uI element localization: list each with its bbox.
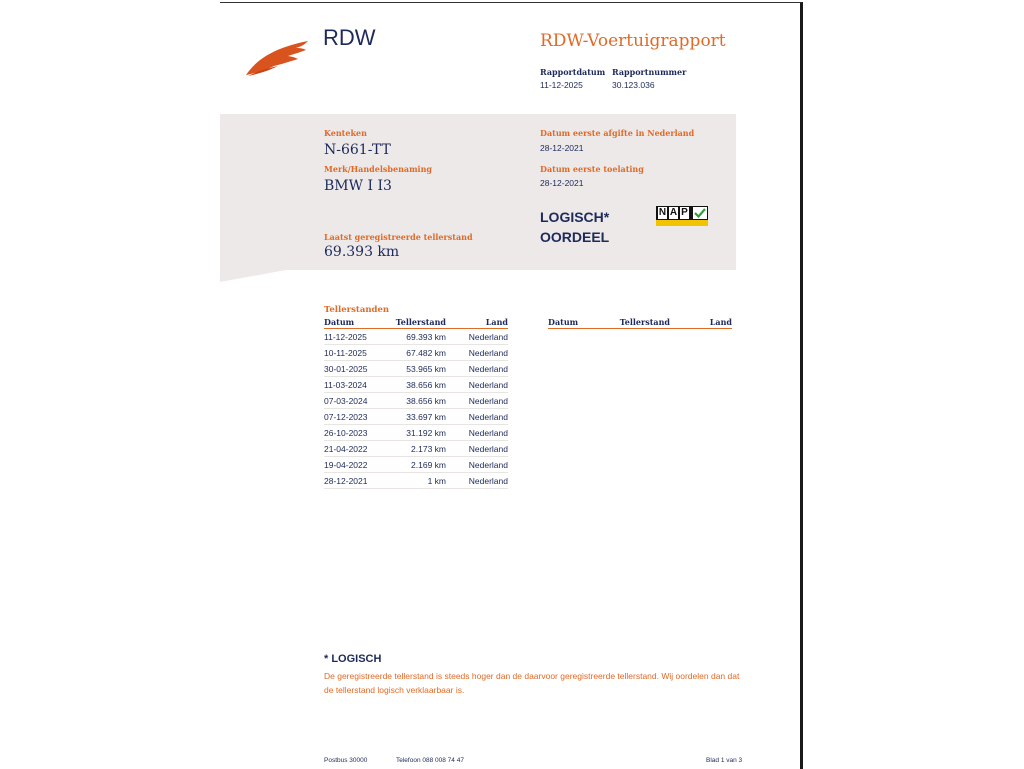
cell-land: Nederland [446,361,508,377]
cell-tellerstand: 33.697 km [384,409,446,425]
note-text: De geregistreerde tellerstand is steeds hoger dan de daarvoor geregistreerde tellerstand. Wij oordelen dan dat de tellerstand logisch verklaarbaar is. [324,671,740,695]
tellerstand-value: 69.393 km [324,244,400,260]
cell-tellerstand: 2.169 km [384,457,446,473]
cell-land: Nederland [446,457,508,473]
nap-check-icon [656,206,708,226]
column-header-land: Land [670,317,732,329]
note-title: * LOGISCH [324,653,382,665]
column-header-datum: Datum [548,317,608,329]
kenteken-label: Kenteken [324,128,367,138]
rapportdatum-label: Rapportdatum [540,67,606,77]
kenteken-value: N-661-TT [324,142,391,158]
cell-datum: 07-03-2024 [324,393,384,409]
tellerstanden-table-2 [548,317,732,329]
cell-datum: 19-04-2022 [324,457,384,473]
rapportdatum-value: 11-12-2025 [540,80,583,90]
table-row [324,361,508,377]
column-header-tellerstand: Tellerstand [384,317,446,329]
cell-land: Nederland [446,473,508,489]
cell-datum: 11-12-2025 [324,329,384,345]
cell-datum: 07-12-2023 [324,409,384,425]
cell-land: Nederland [446,329,508,345]
cell-datum: 21-04-2022 [324,441,384,457]
footer-postbus: Postbus 30000 [324,757,368,764]
cell-tellerstand: 69.393 km [384,329,446,345]
nap-letter: P [681,207,688,218]
cell-tellerstand: 53.965 km [384,361,446,377]
table-row [324,457,508,473]
column-header-datum: Datum [324,317,384,329]
cell-tellerstand: 2.173 km [384,441,446,457]
rapportnummer-value: 30.123.036 [612,80,655,90]
cell-land: Nederland [446,409,508,425]
toelating-label: Datum eerste toelating [540,164,644,174]
table-row [324,377,508,393]
table-row [324,329,508,345]
cell-land: Nederland [446,441,508,457]
panel-notch [220,270,286,282]
tellerstanden-title: Tellerstanden [324,305,390,315]
oordeel-line-1: LOGISCH* [540,209,610,225]
cell-land: Nederland [446,425,508,441]
cell-datum: 30-01-2025 [324,361,384,377]
cell-land: Nederland [446,393,508,409]
tellerstand-label: Laatst geregistreerde tellerstand [324,232,473,242]
footer-page-number: Blad 1 van 3 [706,757,743,764]
check-icon [692,206,708,220]
table-row [324,425,508,441]
cell-tellerstand: 1 km [384,473,446,489]
table-row [324,409,508,425]
table-row [324,393,508,409]
brand-name: RDW [323,25,376,50]
oordeel-line-2: OORDEEL [540,229,610,245]
cell-tellerstand: 38.656 km [384,393,446,409]
column-header-tellerstand: Tellerstand [608,317,670,329]
footer-telefoon: Telefoon 088 008 74 47 [396,757,464,764]
cell-datum: 26-10-2023 [324,425,384,441]
tellerstanden-table [324,317,508,489]
cell-tellerstand: 38.656 km [384,377,446,393]
cell-land: Nederland [446,377,508,393]
table-row [324,473,508,489]
nap-letter: A [669,207,678,218]
cell-datum: 11-03-2024 [324,377,384,393]
report-title: RDW-Voertuigrapport [540,31,726,51]
table-row [324,345,508,361]
nap-letter: N [658,207,667,218]
cell-tellerstand: 67.482 km [384,345,446,361]
cell-datum: 10-11-2025 [324,345,384,361]
afgifte-label: Datum eerste afgifte in Nederland [540,128,695,138]
merk-value: BMW I I3 [324,178,392,194]
report-page [220,2,803,769]
afgifte-value: 28-12-2021 [540,143,584,153]
cell-land: Nederland [446,345,508,361]
merk-label: Merk/Handelsbenaming [324,164,433,174]
cell-tellerstand: 31.192 km [384,425,446,441]
cell-datum: 28-12-2021 [324,473,384,489]
rdw-logo-icon [244,39,312,79]
table-row [324,441,508,457]
toelating-value: 28-12-2021 [540,178,584,188]
rapportnummer-label: Rapportnummer [612,67,687,77]
column-header-land: Land [446,317,508,329]
